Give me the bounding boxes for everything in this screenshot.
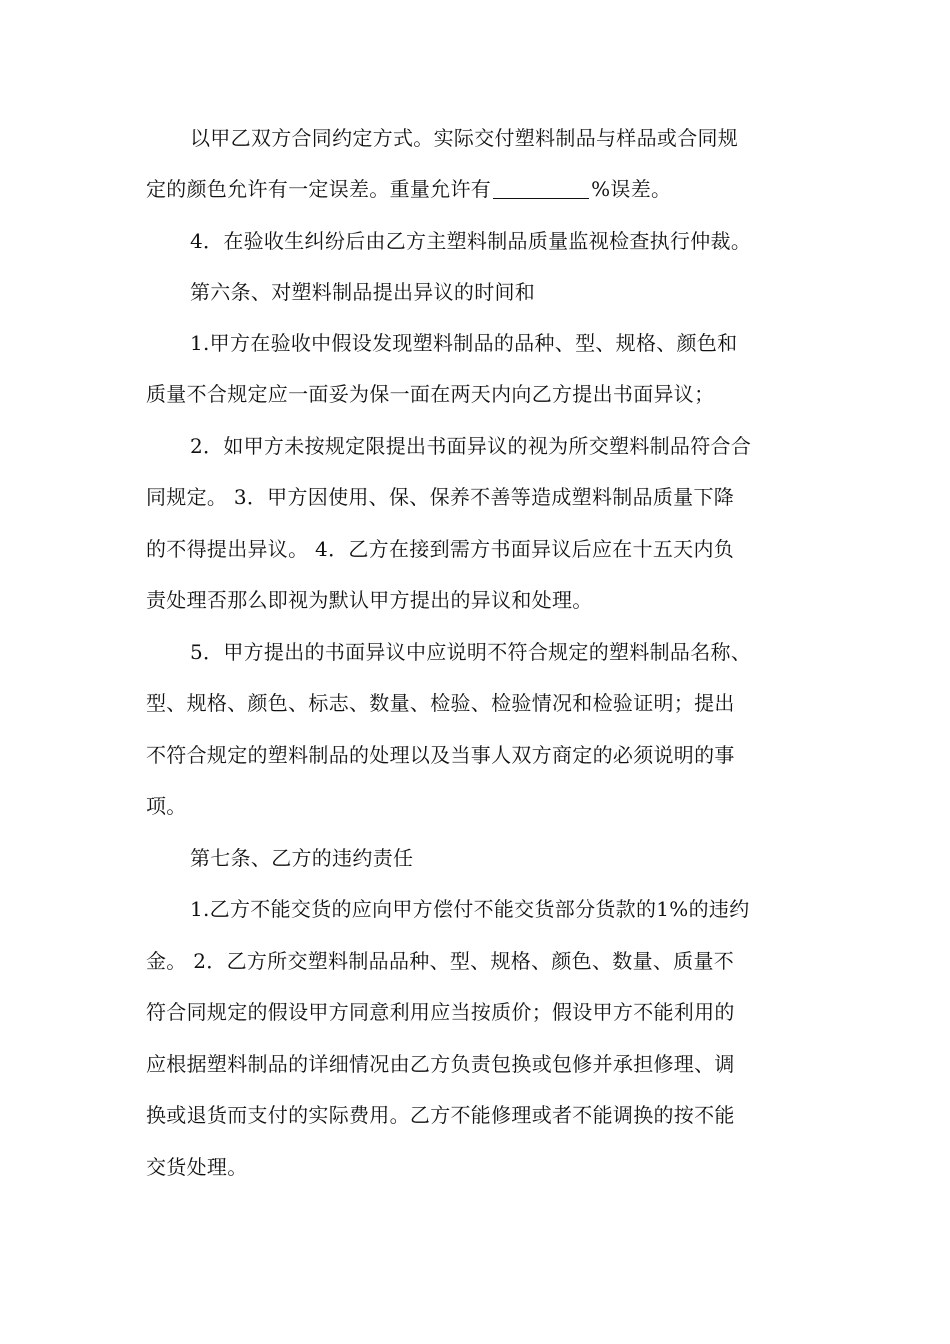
text-line: 4．在验收生纠纷后由乙方主塑料制品质量监视检查执行仲裁。 xyxy=(190,229,752,253)
text-line: 符合同规定的假设甲方同意利用应当按质价；假设甲方不能利用的 xyxy=(146,1000,735,1024)
text-line: 金。 2．乙方所交塑料制品品种、型、规格、颜色、数量、质量不 xyxy=(146,949,735,973)
text-segment: 定的颜色允许有一定误差。重量允许有 xyxy=(146,177,492,201)
text-line: 5．甲方提出的书面异议中应说明不符合规定的塑料制品名称、 xyxy=(190,640,752,664)
section-heading: 第六条、对塑料制品提出异议的时间和 xyxy=(190,280,536,304)
section-heading: 第七条、乙方的违约责任 xyxy=(190,846,414,870)
text-line xyxy=(146,176,671,202)
text-line: 不符合规定的塑料制品的处理以及当事人双方商定的必须说明的事 xyxy=(146,743,735,767)
text-line: 交货处理。 xyxy=(146,1155,248,1179)
text-line: 同规定。 3．甲方因使用、保、保养不善等造成塑料制品质量下降 xyxy=(146,485,735,509)
text-line: 质量不合规定应一面妥为保一面在两天内向乙方提出书面异议； xyxy=(146,382,715,406)
text-segment: %误差。 xyxy=(591,177,672,201)
text-line: 1.乙方不能交货的应向甲方偿付不能交货部分货款的1%的违约 xyxy=(190,897,750,921)
text-line: 2．如甲方未按规定限提出书面异议的视为所交塑料制品符合合 xyxy=(190,434,752,458)
text-line: 责处理否那么即视为默认甲方提出的异议和处理。 xyxy=(146,588,593,612)
text-line: 型、规格、颜色、标志、数量、检验、检验情况和检验证明；提出 xyxy=(146,691,735,715)
text-line: 的不得提出异议。 4．乙方在接到需方书面异议后应在十五天内负 xyxy=(146,537,735,561)
fill-in-blank xyxy=(493,178,589,199)
text-line: 以甲乙双方合同约定方式。实际交付塑料制品与样品或合同规 xyxy=(190,126,739,150)
text-line: 换或退货而支付的实际费用。乙方不能修理或者不能调换的按不能 xyxy=(146,1103,735,1127)
text-line: 项。 xyxy=(146,794,187,818)
text-line: 应根据塑料制品的详细情况由乙方负责包换或包修并承担修理、调 xyxy=(146,1052,735,1076)
text-line: 1.甲方在验收中假设发现塑料制品的品种、型、规格、颜色和 xyxy=(190,331,738,355)
